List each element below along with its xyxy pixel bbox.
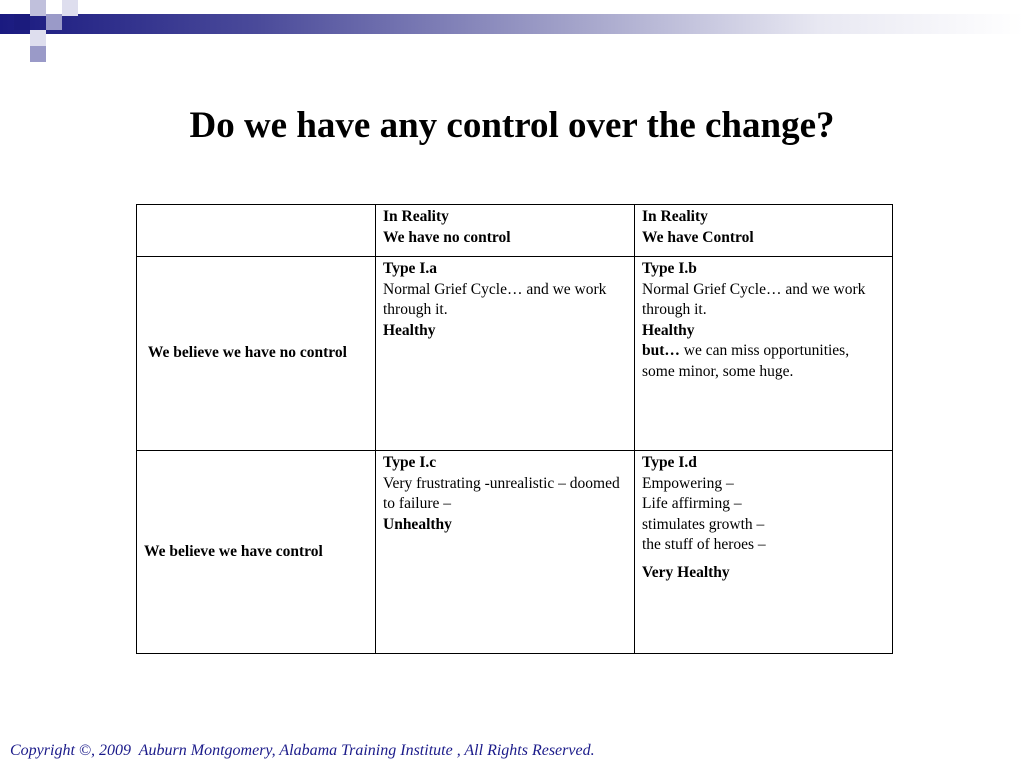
header-label: In Reality — [642, 208, 708, 225]
decor-square — [30, 46, 46, 62]
control-matrix-table — [136, 204, 893, 654]
header-no-control-cell — [376, 205, 635, 257]
row-label-no-control: We believe we have no control — [137, 257, 376, 451]
cell-text: stimulates growth – — [642, 515, 765, 533]
header-label: In Reality — [383, 208, 449, 225]
decor-square — [46, 14, 62, 30]
cell-type-1d — [635, 451, 893, 654]
table-row — [137, 257, 893, 451]
header-label: We have no control — [383, 228, 511, 246]
cell-type-1a — [376, 257, 635, 451]
table-header-row — [137, 205, 893, 257]
cell-text: the stuff of heroes – — [642, 536, 766, 553]
row-label-have-control: We believe we have control — [137, 451, 376, 654]
cell-text: Normal Grief Cycle… and we work through it. — [642, 280, 866, 318]
but-label: but… — [642, 342, 680, 359]
decor-square — [62, 0, 78, 16]
decor-square — [30, 0, 46, 16]
type-label: Type I.b — [642, 260, 697, 277]
type-label: Type I.a — [383, 260, 437, 277]
type-label: Type I.d — [642, 454, 697, 471]
cell-type-1c — [376, 451, 635, 654]
slide-title: Do we have any control over the change? — [189, 105, 835, 146]
decor-square — [14, 14, 30, 30]
status-label: Unhealthy — [383, 515, 452, 533]
cell-text — [642, 341, 885, 382]
type-label: Type I.c — [383, 454, 437, 471]
status-label: Very Healthy — [642, 563, 730, 581]
status-label: Healthy — [642, 321, 695, 339]
cell-text: Very frustrating -unrealistic – doomed to failure – — [383, 474, 620, 512]
header-empty-cell — [137, 205, 376, 257]
decor-square — [30, 30, 46, 46]
but-text: we can miss opportunities, some minor, some huge. — [642, 342, 850, 380]
header-label: We have Control — [642, 228, 754, 246]
cell-text: Life affirming – — [642, 495, 742, 512]
header-have-control-cell — [635, 205, 893, 257]
cell-text: Empowering – — [642, 474, 734, 492]
status-label: Healthy — [383, 321, 436, 339]
copyright-footer: Copyright ©, 2009 Auburn Montgomery, Alabama Training Institute , All Rights Reserved. — [10, 742, 595, 759]
cell-text: Normal Grief Cycle… and we work through it. — [383, 280, 607, 318]
top-banner — [0, 14, 1024, 34]
cell-type-1b — [635, 257, 893, 451]
table-row — [137, 451, 893, 654]
